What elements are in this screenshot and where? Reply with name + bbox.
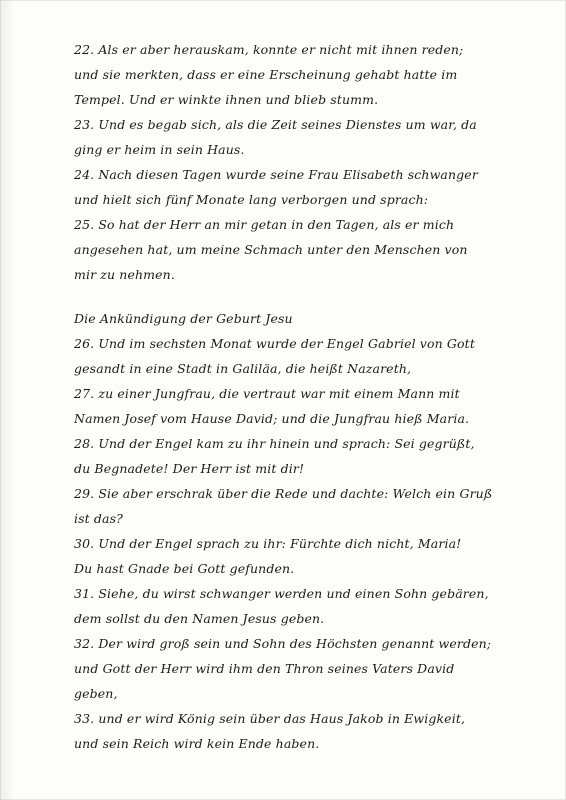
verse-22-line-3: Tempel. Und er winkte ihnen und blieb stumm.	[74, 92, 379, 107]
verse-26-line-1: 26. Und im sechsten Monat wurde der Engel Gabriel von Gott	[74, 336, 475, 351]
verse-28-line-2: du Begnadete! Der Herr ist mit dir!	[74, 461, 305, 476]
verse-25-line-1: 25. So hat der Herr an mir getan in den Tagen, als er mich	[74, 217, 455, 232]
verse-32-line-2: und Gott der Herr wird ihm den Thron seines Vaters David	[74, 661, 455, 676]
verse-31-line-1: 31. Siehe, du wirst schwanger werden und einen Sohn gebären,	[74, 586, 489, 601]
verse-23-line-1: 23. Und es begab sich, als die Zeit seines Dienstes um war, da	[74, 117, 477, 132]
verse-26-line-2: gesandt in eine Stadt in Galiläa, die heißt Nazareth,	[74, 361, 412, 376]
verse-33-line-2: und sein Reich wird kein Ende haben.	[74, 736, 320, 751]
verse-27-line-2: Namen Josef vom Hause David; und die Jungfrau hieß Maria.	[74, 411, 470, 426]
section-heading: Die Ankündigung der Geburt Jesu	[74, 311, 293, 326]
verse-24-line-2: und hielt sich fünf Monate lang verborgen und sprach:	[74, 192, 429, 207]
verse-29-line-1: 29. Sie aber erschrak über die Rede und dachte: Welch ein Gruß	[74, 486, 493, 501]
verse-25-line-3: mir zu nehmen.	[74, 267, 175, 282]
verse-29-line-2: ist das?	[74, 511, 123, 526]
verse-28-line-1: 28. Und der Engel kam zu ihr hinein und sprach: Sei gegrüßt,	[74, 436, 475, 451]
verse-27-line-1: 27. zu einer Jungfrau, die vertraut war mit einem Mann mit	[74, 386, 460, 401]
verse-23-line-2: ging er heim in sein Haus.	[74, 142, 245, 157]
verse-32-line-1: 32. Der wird groß sein und Sohn des Höchsten genannt werden;	[74, 636, 492, 651]
verse-24-line-1: 24. Nach diesen Tagen wurde seine Frau Elisabeth schwanger	[74, 167, 478, 182]
verse-22-line-1: 22. Als er aber herauskam, konnte er nicht mit ihnen reden;	[74, 42, 464, 57]
verse-30-line-1: 30. Und der Engel sprach zu ihr: Fürchte dich nicht, Maria!	[74, 536, 462, 551]
verse-33-line-1: 33. und er wird König sein über das Haus Jakob in Ewigkeit,	[74, 711, 466, 726]
verse-25-line-2: angesehen hat, um meine Schmach unter den Menschen von	[74, 242, 468, 257]
verse-22-line-2: und sie merkten, dass er eine Erscheinung gehabt hatte im	[74, 67, 458, 82]
verse-32-line-3: geben,	[74, 686, 118, 701]
verse-31-line-2: dem sollst du den Namen Jesus geben.	[74, 611, 325, 626]
verse-30-line-2: Du hast Gnade bei Gott gefunden.	[74, 561, 295, 576]
